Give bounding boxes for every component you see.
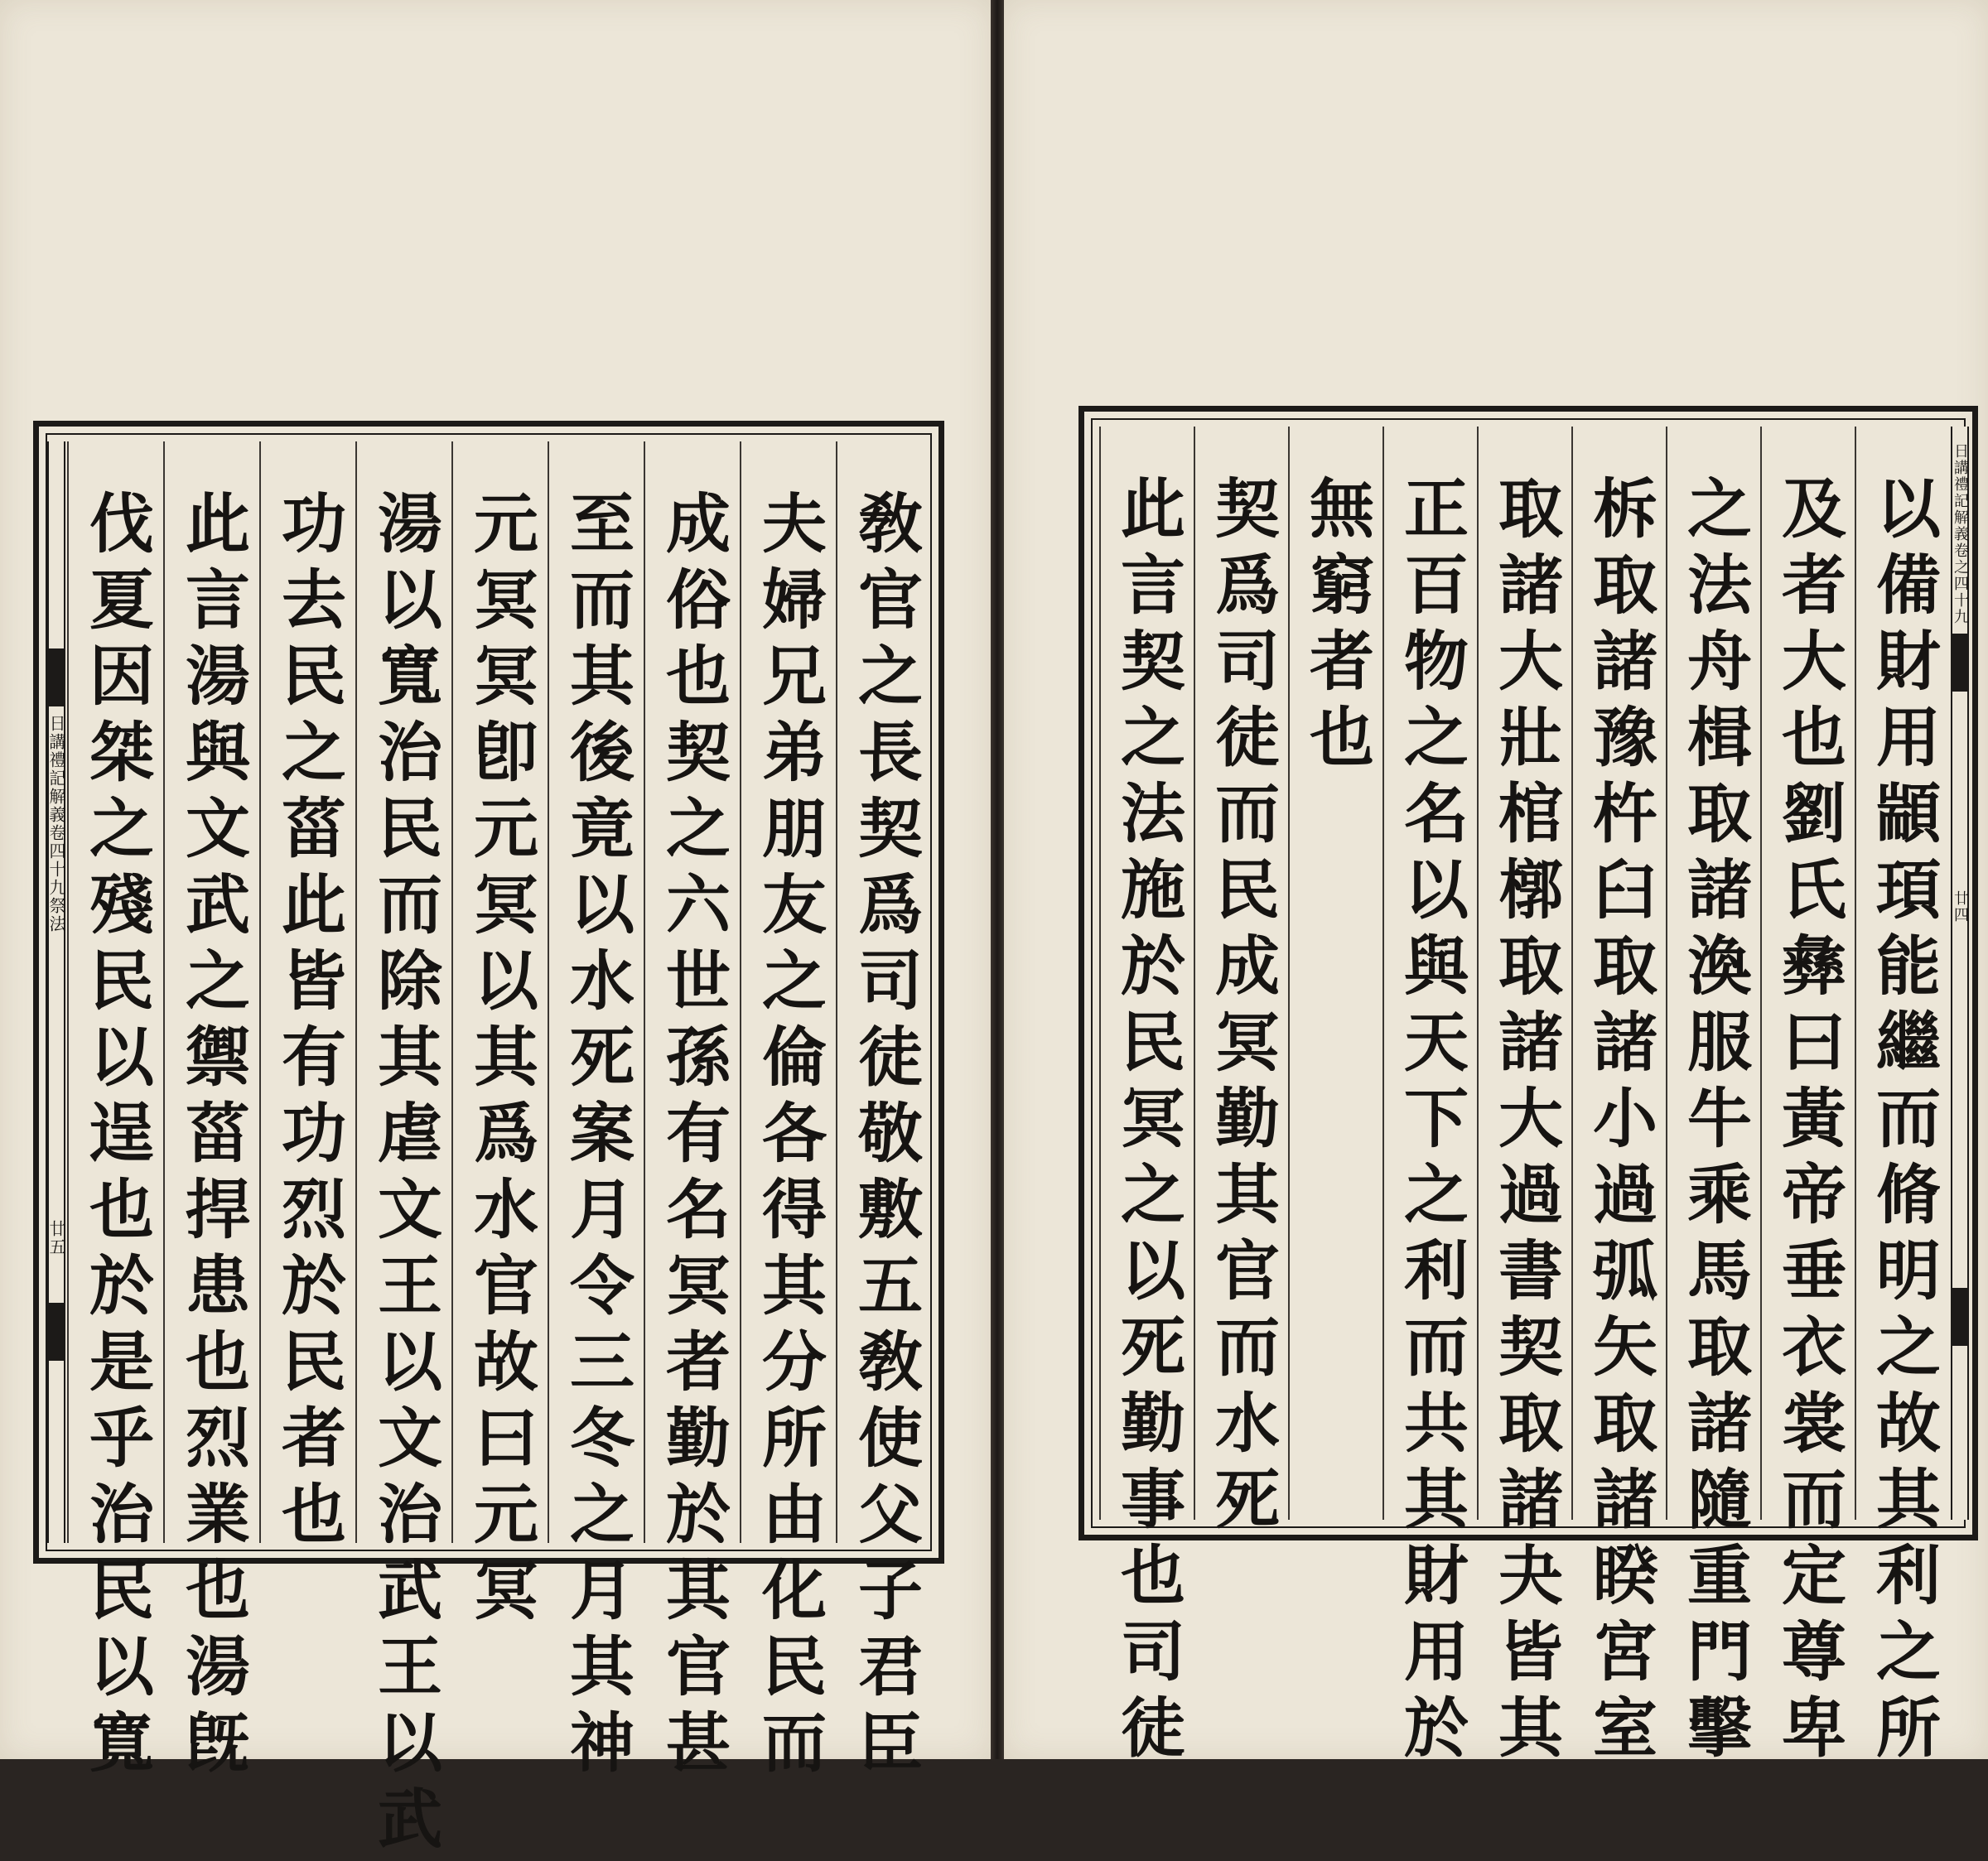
- left-column-2: [740, 441, 836, 1785]
- column-text: 無窮者也: [1299, 475, 1374, 779]
- column-text: 湯以寬治民而除其虐文王以文治武王以武: [367, 489, 442, 1861]
- left-column-3: [644, 441, 740, 1785]
- right-column-5: [1477, 427, 1571, 1770]
- left-column-1: [836, 441, 932, 1785]
- column-text: 此言契之法施於民冥之以死勤事也司徒: [1110, 475, 1185, 1770]
- right-column-2: [1760, 427, 1855, 1770]
- right-margin-title: 日講禮記解義卷之四十九: [1952, 443, 1969, 625]
- column-text: 功去民之菑此皆有功烈於民者也: [271, 489, 346, 1556]
- column-text: 夫婦兄弟朋友之倫各得其分所由化民而: [751, 489, 827, 1785]
- left-center-fold: [47, 441, 65, 1543]
- right-column-4: [1571, 427, 1666, 1770]
- left-page: [0, 0, 991, 1861]
- left-page-number: 廿五: [46, 1220, 66, 1256]
- left-column-5: [451, 441, 548, 1632]
- left-text-frame: [33, 421, 944, 1861]
- column-text: 成俗也契之六世孫有名冥者勤於其官甚: [655, 489, 731, 1785]
- right-column-3: [1666, 427, 1760, 1770]
- left-column-4: [548, 441, 644, 1785]
- right-column-6: [1382, 427, 1477, 1770]
- left-column-8: [163, 441, 259, 1785]
- right-center-fold: [1951, 427, 1969, 1520]
- right-page: [1004, 0, 1988, 1770]
- column-text: 伐夏因桀之殘民以逞也於是乎治民以寬: [79, 489, 154, 1785]
- right-page-number: 廿四: [1952, 890, 1969, 923]
- right-column-1: [1855, 427, 1949, 1770]
- left-column-9: [67, 441, 163, 1785]
- column-text: 元冥冥卽元冥以其爲水官故曰元冥: [463, 489, 538, 1632]
- column-text: 取諸大壯棺槨取諸大過書契取諸夬皆其: [1488, 475, 1563, 1770]
- column-text: 柝取諸豫杵臼取諸小過弧矢取諸睽宮室: [1582, 475, 1657, 1770]
- column-text: 以備財用顓頊能繼而脩明之故其利之所: [1865, 475, 1941, 1770]
- right-column-7: [1288, 427, 1382, 1520]
- left-margin-title: 日講禮記解義卷四十九祭法: [46, 715, 66, 933]
- right-column-9: [1099, 427, 1194, 1770]
- column-text: 契爲司徒而民成冥勤其官而水死: [1204, 475, 1280, 1541]
- book-gutter: [991, 0, 1004, 1759]
- column-text: 此言湯與文武之禦菑捍患也烈業也湯旣: [175, 489, 250, 1785]
- column-text: 敎官之長契爲司徒敬敷五敎使父子君臣: [847, 489, 923, 1785]
- column-text: 正百物之名以與天下之利而共其財用於: [1393, 475, 1469, 1770]
- column-text: 之法舟楫取諸渙服牛乘馬取諸隨重門擊: [1677, 475, 1752, 1770]
- left-column-6: [355, 441, 451, 1861]
- column-text: 及者大也劉氏彝曰黃帝垂衣裳而定尊卑: [1771, 475, 1846, 1770]
- left-column-7: [259, 441, 355, 1556]
- column-text: 至而其後竟以水死案月令三冬之月其神: [559, 489, 635, 1785]
- right-text-frame: [1078, 406, 1978, 1770]
- right-column-8: [1194, 427, 1288, 1541]
